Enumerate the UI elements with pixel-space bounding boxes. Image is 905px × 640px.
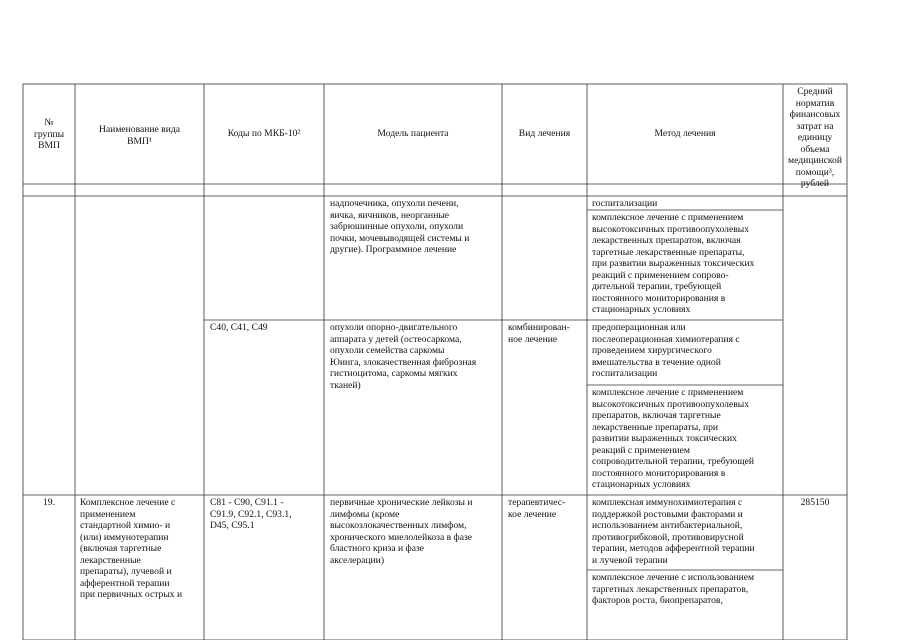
block1-method-2: комплексное лечение с применением высокотоксичных противоопухолевых лекарственных препаратов, включая таргетные лекарственные препараты, при развитии выраженных токсических реакций с применением сопрово- дительной терапии, требующей постоянного мониторирования в стационарных условиях	[592, 212, 755, 315]
row19-group-number: 19.	[43, 497, 55, 508]
header-treatment-method: Метод лечения	[654, 128, 716, 139]
header-treatment-type: Вид лечения	[518, 128, 571, 139]
header-patient-model: Модель пациента	[377, 128, 449, 139]
block2-icd-codes: C40, C41, C49	[210, 322, 268, 333]
row19-cost: 285150	[800, 497, 830, 508]
header-vmp-name: Наименование вида ВМП¹	[99, 124, 180, 147]
block1-method-1: госпитализации	[592, 198, 658, 209]
header-group-number: № группы ВМП	[33, 117, 65, 151]
row19-method-2: комплексное лечение с использованием таргетных лекарственных препаратов, факторов роста, биопрепаратов,	[592, 572, 755, 606]
header-cost-norm: Средний норматив финансовых затрат на единицу объема медицинской помощи³, рублей	[788, 86, 842, 189]
block2-treatment-type: комбинирован- ное лечение	[508, 322, 570, 345]
block2-method-1: предоперационная или послеоперационная химиотерапия с проведением хирургического вмешательства в течение одной госпитализации	[592, 322, 740, 379]
row19-method-1: комплексная иммунохимиотерапия с поддержкой ростовыми факторами и использованием антибактериальной, противогрибковой, противовирусной терапии, методов афферентной терапии и лучевой терапии	[592, 497, 755, 566]
row19-vmp-name: Комплексное лечение с применением стандартной химио- и (или) иммунотерапии (включая таргетные лекарственные препараты), лучевой и афферентной терапии при первичных острых и	[80, 497, 183, 600]
block2-patient-model: опухоли опорно-двигательного аппарата у детей (остеосаркома, опухоли семейства саркомы Юинга, злокачественная фиброзная гистиоцитома, саркомы мягких тканей)	[330, 322, 477, 391]
row19-icd-codes: C81 - C90, C91.1 - C91.9, C92.1, C93.1, D45, C95.1	[210, 497, 292, 531]
row19-treatment-type: терапевтичес- кое лечение	[508, 497, 566, 520]
block2-method-2: комплексное лечение с применением высокотоксичных противоопухолевых препаратов, включая таргетные лекарственные препараты, при развитии выраженных токсических реакций с применением сопроводительной терапии, требующей постоянного мониторирования в стационарных условиях	[592, 387, 755, 490]
block1-patient-model: надпочечника, опухоли печени, яичка, яичников, неорганные забрюшинные опухоли, опухоли почки, мочевыводящей системы и другие). Программное лечение	[330, 198, 470, 255]
header-icd-codes: Коды по МКБ-10²	[227, 128, 301, 139]
row19-patient-model: первичные хронические лейкозы и лимфомы (кроме высокозлокачественных лимфом, хронического миелолейкоза в фазе бластного криза и фазе акселерации)	[330, 497, 473, 566]
